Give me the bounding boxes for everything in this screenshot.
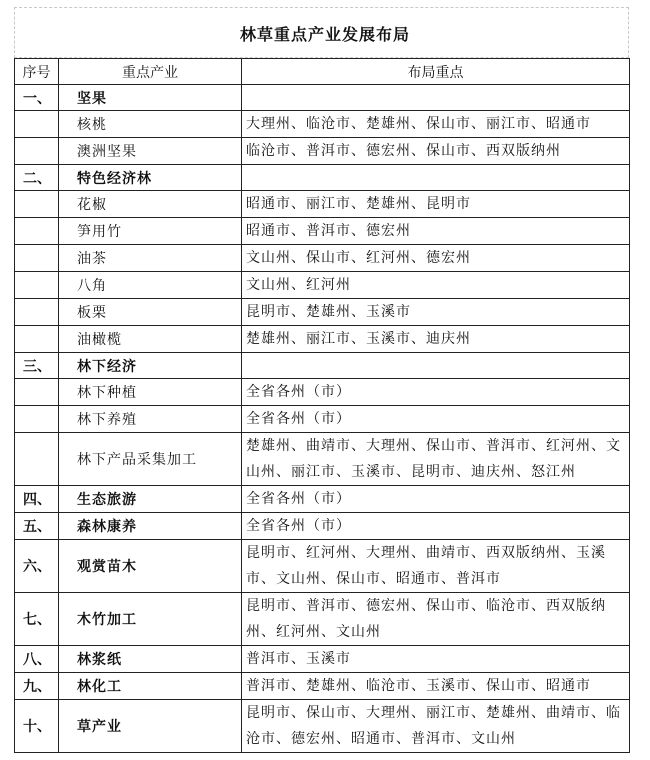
row-number: 六、 xyxy=(15,540,59,593)
table-row xyxy=(15,111,630,138)
layout-regions: 文山州、保山市、红河州、德宏州 xyxy=(242,245,630,272)
layout-regions: 全省各州（市） xyxy=(242,379,630,406)
table-row xyxy=(15,486,630,513)
header-row xyxy=(15,59,630,85)
table-row xyxy=(15,299,630,326)
table-row xyxy=(15,406,630,433)
row-number xyxy=(15,406,59,433)
layout-regions: 临沧市、普洱市、德宏州、保山市、西双版纳州 xyxy=(242,138,630,165)
layout-regions xyxy=(242,165,630,191)
industry-name: 林下种植 xyxy=(59,379,242,406)
table-row xyxy=(15,593,630,646)
category-name: 观赏苗木 xyxy=(59,540,242,593)
row-number: 八、 xyxy=(15,646,59,673)
row-number: 七、 xyxy=(15,593,59,646)
layout-regions: 普洱市、楚雄州、临沧市、玉溪市、保山市、昭通市 xyxy=(242,673,630,700)
layout-regions: 全省各州（市） xyxy=(242,406,630,433)
layout-regions: 昭通市、普洱市、德宏州 xyxy=(242,218,630,245)
industry-name: 澳洲坚果 xyxy=(59,138,242,165)
table-row xyxy=(15,85,630,111)
layout-regions: 昆明市、普洱市、德宏州、保山市、临沧市、西双版纳州、红河州、文山州 xyxy=(242,593,630,646)
table-row xyxy=(15,513,630,540)
table-row xyxy=(15,326,630,353)
row-number: 十、 xyxy=(15,700,59,753)
layout-regions: 文山州、红河州 xyxy=(242,272,630,299)
layout-regions: 昭通市、丽江市、楚雄州、昆明市 xyxy=(242,191,630,218)
industry-name: 笋用竹 xyxy=(59,218,242,245)
row-number xyxy=(15,245,59,272)
row-number xyxy=(15,433,59,486)
layout-regions: 昆明市、楚雄州、玉溪市 xyxy=(242,299,630,326)
layout-regions: 昆明市、红河州、大理州、曲靖市、西双版纳州、玉溪市、文山州、保山市、昭通市、普洱市 xyxy=(242,540,630,593)
table-row xyxy=(15,191,630,218)
layout-regions: 昆明市、保山市、大理州、丽江市、楚雄州、曲靖市、临沧市、德宏州、昭通市、普洱市、文山州 xyxy=(242,700,630,753)
layout-regions xyxy=(242,85,630,111)
row-number xyxy=(15,379,59,406)
row-number xyxy=(15,272,59,299)
category-name: 森林康养 xyxy=(59,513,242,540)
table-row xyxy=(15,433,630,486)
row-number xyxy=(15,326,59,353)
row-number xyxy=(15,299,59,326)
industry-name: 油橄榄 xyxy=(59,326,242,353)
table-row xyxy=(15,673,630,700)
row-number: 九、 xyxy=(15,673,59,700)
table-row xyxy=(15,353,630,379)
industry-name: 八角 xyxy=(59,272,242,299)
row-number: 二、 xyxy=(15,165,59,191)
category-name: 坚果 xyxy=(59,85,242,111)
layout-regions: 楚雄州、丽江市、玉溪市、迪庆州 xyxy=(242,326,630,353)
industry-name: 板栗 xyxy=(59,299,242,326)
category-name: 林浆纸 xyxy=(59,646,242,673)
industry-name: 林下养殖 xyxy=(59,406,242,433)
industry-name: 林下产品采集加工 xyxy=(59,433,242,486)
table-row xyxy=(15,646,630,673)
table-row xyxy=(15,272,630,299)
table-row xyxy=(15,700,630,753)
row-number xyxy=(15,191,59,218)
layout-regions: 楚雄州、曲靖市、大理州、保山市、普洱市、红河州、文山州、丽江市、玉溪市、昆明市、迪庆州、怒江州 xyxy=(242,433,630,486)
row-number: 五、 xyxy=(15,513,59,540)
layout-regions: 大理州、临沧市、楚雄州、保山市、丽江市、昭通市 xyxy=(242,111,630,138)
industry-name: 油茶 xyxy=(59,245,242,272)
industry-name: 核桃 xyxy=(59,111,242,138)
table-row xyxy=(15,540,630,593)
header-industry: 重点产业 xyxy=(59,59,242,85)
category-name: 木竹加工 xyxy=(59,593,242,646)
row-number xyxy=(15,111,59,138)
category-name: 特色经济林 xyxy=(59,165,242,191)
category-name: 林下经济 xyxy=(59,353,242,379)
header-regions: 布局重点 xyxy=(242,59,630,85)
industry-name: 花椒 xyxy=(59,191,242,218)
layout-regions: 全省各州（市） xyxy=(242,513,630,540)
category-name: 生态旅游 xyxy=(59,486,242,513)
header-num: 序号 xyxy=(15,59,59,85)
layout-regions: 全省各州（市） xyxy=(242,486,630,513)
industry-layout-table xyxy=(14,58,630,753)
row-number xyxy=(15,138,59,165)
table-row xyxy=(15,245,630,272)
table-title: 林草重点产业发展布局 xyxy=(239,25,410,44)
category-name: 草产业 xyxy=(59,700,242,753)
table-row xyxy=(15,379,630,406)
table-row xyxy=(15,138,630,165)
layout-regions: 普洱市、玉溪市 xyxy=(242,646,630,673)
layout-regions xyxy=(242,353,630,379)
row-number: 四、 xyxy=(15,486,59,513)
category-name: 林化工 xyxy=(59,673,242,700)
table-row xyxy=(15,165,630,191)
row-number: 一、 xyxy=(15,85,59,111)
row-number: 三、 xyxy=(15,353,59,379)
table-row xyxy=(15,218,630,245)
row-number xyxy=(15,218,59,245)
